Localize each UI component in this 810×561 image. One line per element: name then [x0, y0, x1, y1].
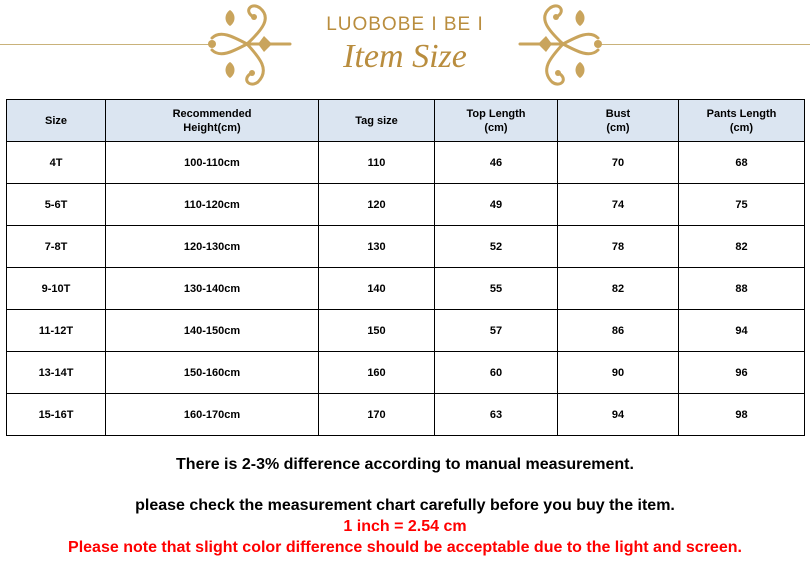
column-header-line: Top Length	[466, 107, 526, 120]
cell-bust: 74	[558, 184, 679, 226]
column-header-size	[7, 100, 106, 142]
note-measurement-difference: There is 2-3% difference according to manual measurement.	[176, 456, 634, 473]
cell-tag-size: 110	[319, 142, 435, 184]
cell-top-length: 55	[435, 268, 558, 310]
cell-size: 9-10T	[7, 268, 106, 310]
cell-size: 15-16T	[7, 394, 106, 436]
column-header-line: Tag size	[355, 114, 398, 127]
cell-recommended-height: 100-110cm	[106, 142, 319, 184]
cell-top-length: 46	[435, 142, 558, 184]
header-divider-left	[0, 44, 215, 45]
column-header-recommended-height	[106, 100, 319, 142]
cell-pants-length: 75	[679, 184, 805, 226]
column-header-line: Bust	[605, 107, 631, 120]
column-header-line: (cm)	[729, 121, 754, 134]
column-header-line: Height(cm)	[183, 121, 241, 134]
cell-bust: 82	[558, 268, 679, 310]
table-row	[7, 352, 805, 394]
cell-pants-length: 98	[679, 394, 805, 436]
table-header-row	[7, 100, 805, 142]
cell-size: 7-8T	[7, 226, 106, 268]
cell-bust: 70	[558, 142, 679, 184]
column-header-line: (cm)	[484, 121, 508, 134]
cell-tag-size: 170	[319, 394, 435, 436]
page-title: Item Size	[343, 38, 467, 75]
cell-recommended-height: 130-140cm	[106, 268, 319, 310]
cell-pants-length: 88	[679, 268, 805, 310]
cell-recommended-height: 110-120cm	[106, 184, 319, 226]
cell-top-length: 63	[435, 394, 558, 436]
brand-name: LUOBOBE I BE I	[326, 14, 484, 35]
ornament-left-icon	[202, 0, 292, 90]
column-header-line: (cm)	[606, 121, 630, 134]
cell-bust: 78	[558, 226, 679, 268]
cell-top-length: 60	[435, 352, 558, 394]
column-header-bust	[558, 100, 679, 142]
cell-tag-size: 140	[319, 268, 435, 310]
cell-pants-length: 94	[679, 310, 805, 352]
cell-top-length: 57	[435, 310, 558, 352]
size-chart-table	[6, 99, 805, 436]
table-row	[7, 268, 805, 310]
column-header-top-length	[435, 100, 558, 142]
cell-bust: 90	[558, 352, 679, 394]
cell-size: 11-12T	[7, 310, 106, 352]
cell-tag-size: 130	[319, 226, 435, 268]
cell-recommended-height: 150-160cm	[106, 352, 319, 394]
cell-size: 5-6T	[7, 184, 106, 226]
column-header-line: Pants Length	[706, 107, 777, 120]
note-check-chart: please check the measurement chart carefully before you buy the item.	[135, 497, 675, 514]
table-row	[7, 142, 805, 184]
cell-bust: 86	[558, 310, 679, 352]
cell-bust: 94	[558, 394, 679, 436]
cell-pants-length: 68	[679, 142, 805, 184]
table-row	[7, 184, 805, 226]
cell-tag-size: 150	[319, 310, 435, 352]
table-row	[7, 394, 805, 436]
cell-top-length: 52	[435, 226, 558, 268]
note-inch-conversion: 1 inch = 2.54 cm	[343, 518, 467, 535]
cell-size: 4T	[7, 142, 106, 184]
header	[0, 0, 810, 96]
cell-recommended-height: 140-150cm	[106, 310, 319, 352]
cell-recommended-height: 120-130cm	[106, 226, 319, 268]
header-divider-right	[595, 44, 810, 45]
table-row	[7, 226, 805, 268]
note-color-difference: Please note that slight color difference should be acceptable due to the light and screen.	[68, 539, 742, 556]
cell-tag-size: 160	[319, 352, 435, 394]
column-header-pants-length	[679, 100, 805, 142]
cell-tag-size: 120	[319, 184, 435, 226]
cell-size: 13-14T	[7, 352, 106, 394]
cell-top-length: 49	[435, 184, 558, 226]
column-header-line: Recommended	[172, 107, 252, 120]
cell-pants-length: 96	[679, 352, 805, 394]
column-header-line: Size	[44, 114, 67, 127]
table-row	[7, 310, 805, 352]
ornament-right-icon	[518, 0, 608, 90]
cell-pants-length: 82	[679, 226, 805, 268]
column-header-tag-size	[319, 100, 435, 142]
cell-recommended-height: 160-170cm	[106, 394, 319, 436]
